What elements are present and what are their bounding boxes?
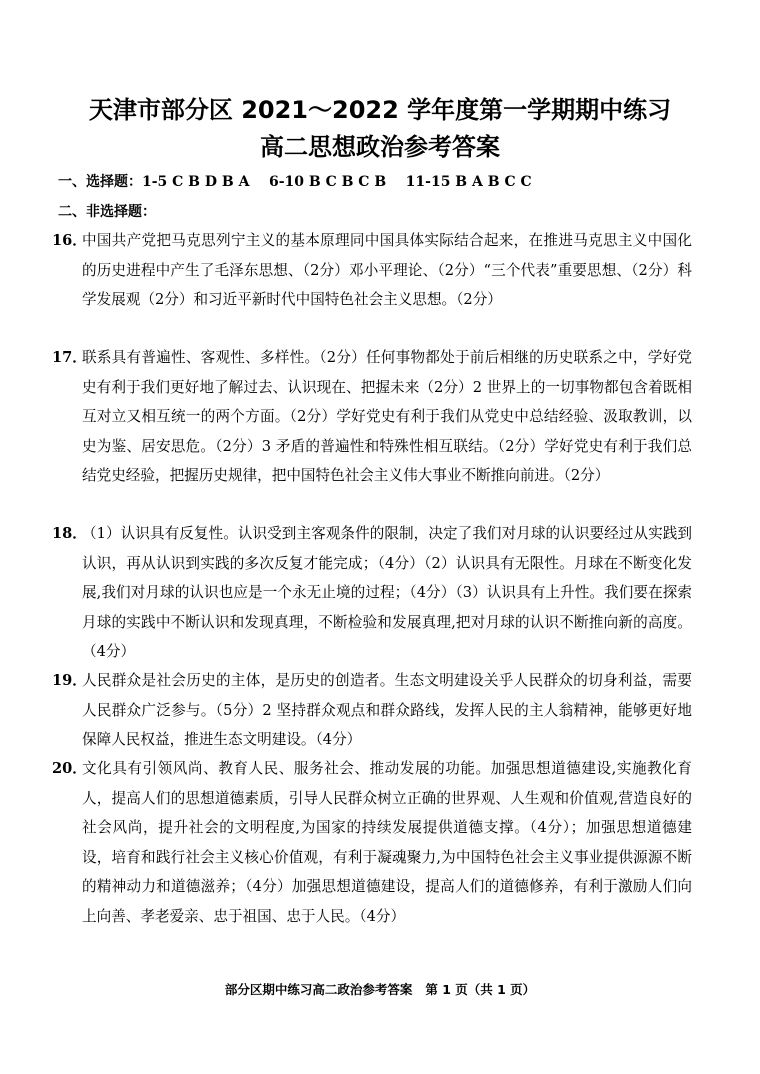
nonchoice-section-label: 二、非选择题： — [58, 204, 156, 220]
question-number: 18． — [52, 525, 87, 542]
answer-text: 联系具有普遍性、客观性、多样性。（2分）任何事物都处于前后相继的历史联系之中，学好党史有利于我们更好地了解过去、认识现在、把握未来（2分）2 世界上的一切事物都包含着既相互对立又相互统一的两个方面。（2分）学好党史有利于我们从党史中总结经验、汲取教训，以史为鉴、居安思危。（2分）3 矛盾的普遍性和特殊性相互联结。（2分）学好党史有利于我们总结党史经验，把握历史规律，把中国特色社会主义伟大事业不断推向前进。（2分） — [82, 349, 692, 484]
question-20-answer — [52, 754, 692, 931]
choice-answers-section — [58, 172, 532, 192]
answer-text: 中国共产党把马克思列宁主义的基本原理同中国具体实际结合起来，在推进马克思主义中国化的历史进程中产生了毛泽东思想、（2分）邓小平理论、（2分）“三个代表”重要思想、（2分）科学发展观（2分）和习近平新时代中国特色社会主义思想。（2分） — [82, 232, 692, 308]
question-number: 17． — [52, 349, 87, 366]
question-number: 19． — [52, 672, 87, 689]
question-17-answer — [52, 343, 692, 491]
document-title: 天津市部分区 2021～2022 学年度第一学期期中练习 — [88, 96, 672, 124]
answer-text: 人民群众是社会历史的主体，是历史的创造者。生态文明建设关乎人民群众的切身利益，需要人民群众广泛参与。（5分）2 坚持群众观点和群众路线，发挥人民的主人翁精神，能够更好地保障人民权益，推进生态文明建设。（4分） — [82, 672, 692, 748]
question-number: 16． — [52, 232, 87, 249]
choice-section-label: 一、选择题： — [58, 174, 142, 190]
answer-text: （1）认识具有反复性。认识受到主客观条件的限制，决定了我们对月球的认识要经过从实践到认识，再从认识到实践的多次反复才能完成；（4分）（2）认识具有无限性。月球在不断变化发展,我们对月球的认识也应是一个永无止境的过程；（4分）（3）认识具有上升性。我们要在探索月球的实践中不断认识和发现真理，不断检验和发展真理,把对月球的认识不断推向新的高度。（4分） — [82, 525, 692, 660]
choice-answers: 1-5 C B D B A 6-10 B C B C B 11-15 B A B C C — [142, 174, 532, 190]
page-footer: 部分区期中练习高二政治参考答案 第 1 页（共 1 页） — [224, 982, 536, 997]
question-18-answer — [52, 519, 692, 667]
question-16-answer — [52, 226, 692, 315]
question-number: 20． — [52, 760, 87, 777]
document-subtitle: 高二思想政治参考答案 — [260, 133, 500, 161]
answer-text: 文化具有引领风尚、教育人民、服务社会、推动发展的功能。加强思想道德建设,实施教化育人，提高人们的思想道德素质，引导人民群众树立正确的世界观、人生观和价值观,营造良好的社会风尚，提升社会的文明程度,为国家的持续发展提供道德支撑。（4分）；加强思想道德建设，培育和践行社会主义核心价值观，有利于凝魂聚力,为中国特色社会主义事业提供源源不断的精神动力和道德滋养；（4分）加强思想道德建设，提高人们的道德修养，有利于激励人们向上向善、孝老爱亲、忠于祖国、忠于人民。（4分） — [82, 760, 692, 925]
question-19-answer — [52, 666, 692, 755]
